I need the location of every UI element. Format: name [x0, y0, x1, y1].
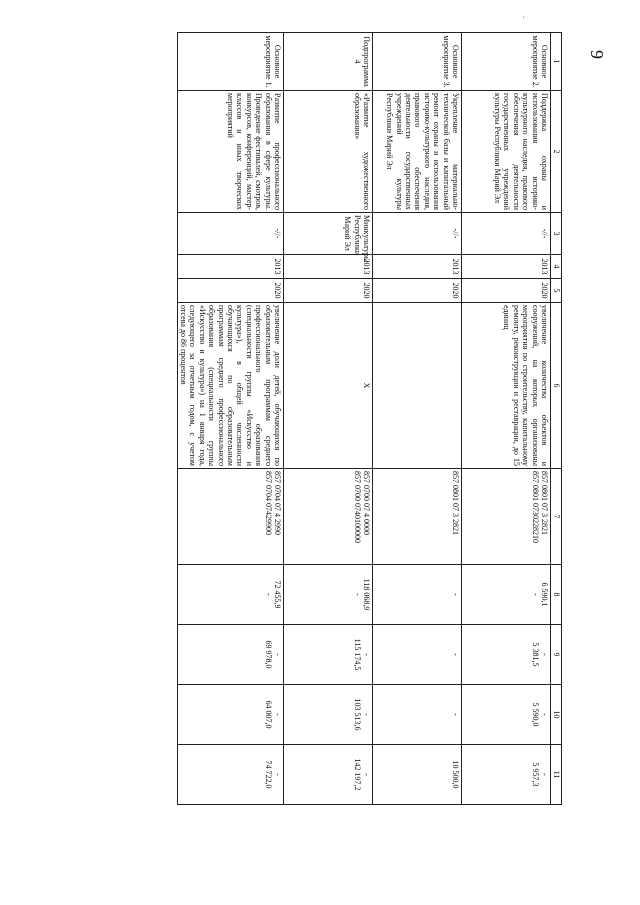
budget-code: 857 0801 07 3 2821 — [451, 471, 460, 535]
column-number: 9 — [551, 625, 562, 685]
column-number: 3 — [551, 213, 562, 255]
table-row — [462, 33, 551, 805]
expected-result: увеличение количества объектов и сооружений, на которых организованы мероприятия по строительству, капитальному ремонту, реконструкции и реставрации, до 15 единиц — [462, 303, 551, 469]
amount-value: - — [362, 773, 371, 776]
end-year: 2020 — [373, 279, 462, 303]
amount-cell — [373, 625, 462, 685]
amount-value: 5 957,3 — [530, 762, 540, 787]
amount-cell — [177, 565, 283, 625]
item-label: Основное мероприятие 2. — [462, 33, 551, 91]
amount-value: - — [540, 713, 549, 716]
amount-value: 64 007,0 — [263, 700, 273, 729]
budget-code-cell — [373, 469, 462, 565]
column-number: 1 — [551, 33, 562, 91]
amount-value: 10 500,0 — [451, 760, 460, 789]
responsible-executor: -//- — [462, 213, 551, 255]
column-number: 8 — [551, 565, 562, 625]
amount-value: - — [530, 593, 540, 596]
amount-value: - — [540, 653, 549, 656]
end-year: 2020 — [284, 279, 373, 303]
budget-code-cell — [284, 469, 373, 565]
amount-value: 103 513,6 — [352, 698, 362, 731]
start-year: 2013 — [284, 255, 373, 279]
amount-cell — [373, 565, 462, 625]
amount-value: 69 978,0 — [263, 640, 273, 669]
amount-value: - — [451, 713, 460, 716]
item-description: Укрепление материально-технической базы и капитальный ремонт охраны и использования историко-культурного наследия, правового обеспечения деятельности государственных учреждений культуры Республики Марий Эл — [373, 91, 462, 213]
amount-cell — [284, 565, 373, 625]
page-number: 9 — [587, 50, 607, 59]
column-number: 11 — [551, 745, 562, 805]
amount-cell — [284, 745, 373, 805]
amount-value: - — [273, 713, 282, 716]
amount-value: 142 197,2 — [352, 758, 362, 791]
amount-cell — [373, 685, 462, 745]
end-year: 2020 — [177, 279, 283, 303]
table-row — [177, 33, 283, 805]
column-number: 6 — [551, 303, 562, 469]
item-label: Основное мероприятие 3. — [373, 33, 462, 91]
column-number-row — [551, 33, 562, 805]
column-number: 10 — [551, 685, 562, 745]
amount-cell — [373, 745, 462, 805]
end-year: 2020 — [462, 279, 551, 303]
item-description: Поддержка охраны и использования историко-культурного наследия, правового обеспечения деятельности государственных учреждений культуры Республики Марий Эл — [462, 91, 551, 213]
amount-value: - — [273, 653, 282, 656]
item-label: Подпрограмма 4 — [284, 33, 373, 91]
amount-cell — [284, 685, 373, 745]
budget-code: 857 0704 07429900 — [263, 471, 273, 535]
budget-code: 857 0704 07 4 2990 — [273, 471, 282, 535]
item-label: Основное мероприятие 1. — [177, 33, 283, 91]
amount-value: 72 455,9 — [273, 580, 282, 609]
amount-cell — [462, 745, 551, 805]
budget-code: 857 0801 07 3 2821 — [540, 471, 549, 535]
amount-cell — [462, 685, 551, 745]
budget-code-cell — [177, 469, 283, 565]
column-number: 4 — [551, 255, 562, 279]
budget-code: 857 0801 0730228210 — [530, 471, 540, 543]
amount-value: - — [362, 653, 371, 656]
amount-value: 6 590,1 — [540, 582, 549, 607]
amount-cell — [177, 625, 283, 685]
expected-result: Х — [284, 303, 373, 469]
amount-value: 74 722,0 — [263, 760, 273, 789]
column-number: 7 — [551, 469, 562, 565]
budget-code: 857 0700 0740100000 — [352, 471, 362, 543]
amount-value: - — [273, 773, 282, 776]
responsible-executor: -//- — [177, 213, 283, 255]
program-table — [177, 32, 562, 805]
column-number: 5 — [551, 279, 562, 303]
amount-value: - — [540, 773, 549, 776]
amount-cell — [177, 685, 283, 745]
budget-code-cell — [462, 469, 551, 565]
start-year: 2013 — [177, 255, 283, 279]
responsible-executor: Минкультуры Республики Марий Эл — [284, 213, 373, 255]
column-number: 2 — [551, 91, 562, 213]
amount-value: - — [451, 653, 460, 656]
expected-result — [373, 303, 462, 469]
table-row — [284, 33, 373, 805]
amount-cell — [462, 625, 551, 685]
amount-cell — [177, 745, 283, 805]
amount-cell — [284, 625, 373, 685]
start-year: 2013 — [462, 255, 551, 279]
amount-value: 5 590,0 — [530, 702, 540, 727]
rotated-page-content — [110, 32, 562, 804]
amount-cell — [462, 565, 551, 625]
budget-code: 857 0700 07 4 0000 — [362, 471, 371, 535]
table-row — [373, 33, 462, 805]
amount-value: 115 174,5 — [352, 638, 362, 671]
amount-value: 118 068,9 — [362, 578, 371, 611]
responsible-executor: -//- — [373, 213, 462, 255]
amount-value: 5 381,5 — [530, 642, 540, 667]
amount-value: - — [362, 713, 371, 716]
item-description: «Развитие художественного образования» — [284, 91, 373, 213]
start-year: 2013 — [373, 255, 462, 279]
amount-value: - — [451, 593, 460, 596]
amount-value: - — [352, 593, 362, 596]
scan-mark: , — [523, 13, 525, 19]
expected-result: увеличение доли детей, обучающихся по образовательным программам среднего профессионального образования (специальности группы «Искусство и культура»), в общей численности обучающихся по образовательным программам среднего профессионального образования (специальности группы «Искусство и культура») на 1 января года, следующего за отчетным годом, с учетом отсева до 86 процентов — [177, 303, 283, 469]
item-description: Развитие профессионального образования в сфере культуры. Проведение фестивалей, смотров, конкурсов, конференций, мастер-классов и иных творческих мероприятий — [177, 91, 283, 213]
amount-value: - — [263, 593, 273, 596]
